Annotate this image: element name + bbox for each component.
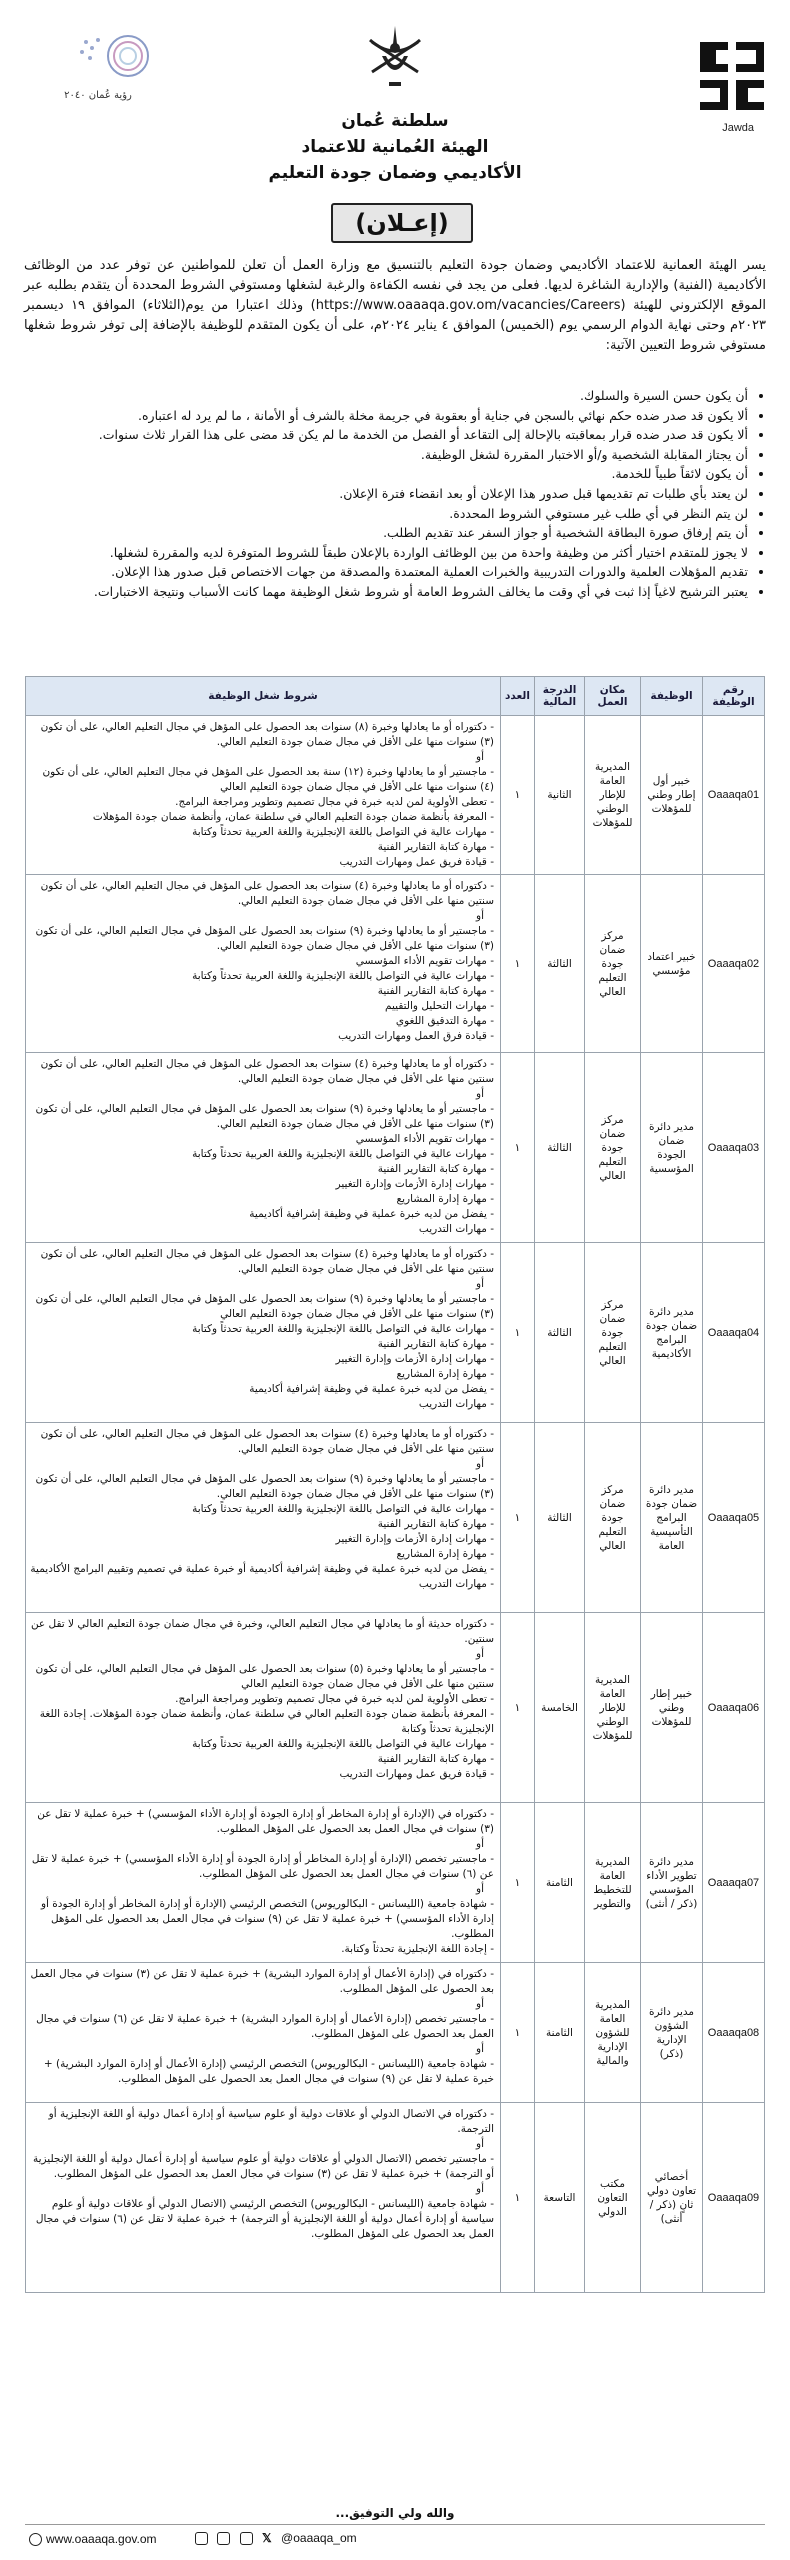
condition-item: • لن يعتد بأي طلبات تم تقديمها قبل صدور هذا الإعلان أو بعد انقضاء فترة الإعلان. — [24, 484, 748, 504]
table-row — [26, 1243, 765, 1423]
requirement-line: أو — [476, 1088, 484, 1100]
requirement-line: - قيادة فريق عمل ومهارات التدريب — [339, 856, 494, 868]
cell-place: مركز ضمان جودة التعليم العالي — [585, 1053, 641, 1243]
table-row — [26, 1963, 765, 2103]
cell-count: ١ — [501, 1803, 535, 1963]
cell-requirements — [26, 1053, 501, 1243]
cell-place: مركز ضمان جودة التعليم العالي — [585, 1423, 641, 1613]
requirement-line: - مهارات تقويم الأداء المؤسسي — [355, 955, 494, 967]
cell-job: مدير دائرة ضمان الجودة المؤسسية — [641, 1053, 703, 1243]
cell-grade: التاسعة — [535, 2103, 585, 2293]
condition-item: • لا يجوز للمتقدم اختيار أكثر من وظيفة واحدة من بين الوظائف الواردة بالإعلان طبقاً للشروط المتوفرة لديه والمقررة لشغلها. — [24, 543, 748, 563]
requirement-line: - شهادة جامعية (الليسانس - البكالوريوس) التخصص الرئيسي (الاتصال الدولي أو علاقات دولية أو علوم سياسية أو إدارة أعمال دولية أو اللغة الإنجليزية أو الترجمة) + خبرة عملية لا تقل عن (٦) سنوات في مجال العمل بعد الحصول على المؤهل المطلوب. — [35, 2198, 494, 2240]
requirement-line: - مهارة التدقيق اللغوي — [395, 1015, 494, 1027]
cell-job: مدير دائرة ضمان جودة البرامج الأكاديمية — [641, 1243, 703, 1423]
requirement-line: - ماجستير أو ما يعادلها وخبرة (١٢) سنة بعد الحصول على المؤهل في مجال التعليم العالي، على أن تكون (٤) سنوات منها على الأقل في مجال ضمان جودة التعليم العالي — [42, 766, 494, 793]
social-handle: @oaaaqa_om — [281, 2531, 357, 2545]
jawda-caption: Jawda — [722, 122, 754, 134]
condition-item: • أن يكون لائقاً طبياً للخدمة. — [24, 464, 748, 484]
cell-job: مدير دائرة ضمان جودة البرامج التأسيسية العامة — [641, 1423, 703, 1613]
cell-requirements — [26, 2103, 501, 2293]
condition-item: • ألا يكون قد صدر ضده حكم نهائي بالسجن في جناية أو بعقوبة في جريمة مخلة بالشرف أو الأمانة ، ما لم يرد له اعتباره. — [24, 406, 748, 426]
requirement-line: - المعرفة بأنظمة ضمان جودة التعليم العالي في سلطنة عمان، وأنظمة ضمان جودة المؤهلات. إجادة اللغة الإنجليزية تحدثاً وكتابة — [39, 1708, 494, 1735]
requirement-line: - مهارات التدريب — [418, 1223, 494, 1235]
requirement-line: - تعطى الأولوية لمن لديه خبرة في مجال تصميم وتطوير ومراجعة البرامج. — [175, 1693, 494, 1705]
requirement-line: - ماجستير أو ما يعادلها وخبرة (٩) سنوات بعد الحصول على المؤهل في مجال التعليم العالي، على أن تكون (٣) سنوات منها على الأقل في مجال ضمان جودة التعليم العالي. — [35, 1473, 494, 1500]
jobs-table — [25, 676, 765, 2293]
conditions-list — [24, 386, 766, 602]
cell-count: ١ — [501, 1053, 535, 1243]
condition-item: • يعتبر الترشيح لاغياً إذا ثبت في أي وقت ما يخالف الشروط العامة أو شروط شغل الوظيفة مهما كانت الأسباب ونتيجة الاختبارات. — [24, 582, 748, 602]
social-links — [195, 2531, 363, 2545]
requirement-line: أو — [476, 1458, 484, 1470]
cell-code: Oaaaqa03 — [703, 1053, 765, 1243]
requirement-line: - مهارات عالية في التواصل باللغة الإنجليزية واللغة العربية تحدثاً وكتابة — [192, 1738, 494, 1750]
requirement-line: - قيادة فرق العمل ومهارات التدريب — [338, 1030, 494, 1042]
cell-grade: الثالثة — [535, 1053, 585, 1243]
instagram-icon[interactable] — [195, 2532, 208, 2545]
condition-item: • لن يتم النظر في أي طلب غير مستوفي الشروط المحددة. — [24, 504, 748, 524]
requirement-line: أو — [476, 1838, 484, 1850]
table-row — [26, 1803, 765, 1963]
cell-grade: الثالثة — [535, 1243, 585, 1423]
announcement-title: (إعـلان) — [331, 203, 473, 243]
x-icon[interactable]: 𝕏 — [262, 2531, 272, 2545]
table-row — [26, 1613, 765, 1803]
cell-count: ١ — [501, 875, 535, 1053]
requirement-line: - مهارات عالية في التواصل باللغة الإنجليزية واللغة العربية تحدثاً وكتابة — [192, 1503, 494, 1515]
cell-requirements — [26, 1423, 501, 1613]
cell-grade: الثامنة — [535, 1963, 585, 2103]
cell-grade: الثامنة — [535, 1803, 585, 1963]
requirement-line: أو — [476, 751, 484, 763]
requirement-line: - مهارات إدارة الأزمات وإدارة التغيير — [335, 1533, 494, 1545]
cell-place: المديرية العامة للتخطيط والتطوير — [585, 1803, 641, 1963]
cell-count: ١ — [501, 1243, 535, 1423]
requirement-line: - مهارة إدارة المشاريع — [396, 1193, 494, 1205]
website-text: www.oaaaqa.gov.om — [46, 2532, 157, 2546]
cell-code: Oaaaqa01 — [703, 716, 765, 875]
cell-count: ١ — [501, 1423, 535, 1613]
requirement-line: - ماجستير أو ما يعادلها وخبرة (٩) سنوات بعد الحصول على المؤهل في مجال التعليم العالي، على أن تكون (٣) سنوات منها على الأقل في مجال ضمان جودة التعليم العالي. — [35, 925, 494, 952]
cell-grade: الثانية — [535, 716, 585, 875]
cell-count: ١ — [501, 1613, 535, 1803]
requirement-line: - مهارات عالية في التواصل باللغة الإنجليزية واللغة العربية تحدثاً وكتابة — [192, 826, 494, 838]
cell-place: مركز ضمان جودة التعليم العالي — [585, 1243, 641, 1423]
globe-icon — [29, 2533, 42, 2546]
requirement-line: أو — [476, 2138, 484, 2150]
requirement-line: - شهادة جامعية (الليسانس - البكالوريوس) التخصص الرئيسي (إدارة الأعمال أو إدارة الموارد البشرية) + خبرة عملية لا تقل عن (٩) سنوات في مجال العمل بعد الحصول على المؤهل المطلوب. — [43, 2058, 494, 2085]
condition-item: • أن يكون حسن السيرة والسلوك. — [24, 386, 748, 406]
cell-grade: الثالثة — [535, 875, 585, 1053]
requirement-line: - مهارة كتابة التقارير الفنية — [377, 841, 494, 853]
requirement-line: - إجادة اللغة الإنجليزية تحدثاً وكتابة. — [341, 1943, 494, 1955]
requirement-line: - دكتوراه في (إدارة الأعمال أو إدارة الموارد البشرية) + خبرة عملية لا تقل عن (٣) سنوات في مجال العمل بعد الحصول على المؤهل المطلوب. — [30, 1968, 494, 1995]
footer — [25, 2524, 765, 2553]
requirement-line: - ماجستير أو ما يعادلها وخبرة (٩) سنوات بعد الحصول على المؤهل في مجال التعليم العالي، على أن تكون (٣) سنوات منها على الأقل في مجال ضمان جودة التعليم العالي — [35, 1293, 494, 1320]
col-header-grade: الدرجة المالية — [535, 677, 585, 716]
cell-requirements — [26, 1963, 501, 2103]
condition-item: • ألا يكون قد صدر ضده قرار بمعاقبته بالإحالة إلى التقاعد أو الفصل من الخدمة ما لم يكن قد مضى على هذا القرار ثلاث سنوات. — [24, 425, 748, 445]
requirement-line: - دكتوراه حديثة أو ما يعادلها في مجال التعليم العالي، وخبرة في مجال ضمان جودة التعليم العالي لا تقل عن سنتين. — [30, 1618, 494, 1645]
table-row — [26, 875, 765, 1053]
cell-job: خبير إطار وطني للمؤهلات — [641, 1613, 703, 1803]
requirement-line: - مهارة كتابة التقارير الفنية — [377, 985, 494, 997]
requirement-line: - مهارات التدريب — [418, 1578, 494, 1590]
cell-code: Oaaaqa06 — [703, 1613, 765, 1803]
cell-place: المديرية العامة للإطار الوطني للمؤهلات — [585, 716, 641, 875]
cell-job: مدير دائرة تطوير الأداء المؤسسي (ذكر / أنثى) — [641, 1803, 703, 1963]
table-row — [26, 1053, 765, 1243]
cell-place: مكتب التعاون الدولي — [585, 2103, 641, 2293]
requirement-line: أو — [476, 910, 484, 922]
requirement-line: - ماجستير أو ما يعادلها وخبرة (٥) سنوات بعد الحصول على المؤهل في مجال التعليم العالي، على أن تكون سنتين منها على الأقل في مجال ضمان جودة التعليم العالي — [35, 1663, 494, 1690]
cell-code: Oaaaqa07 — [703, 1803, 765, 1963]
requirement-line: أو — [476, 1278, 484, 1290]
vision-caption: رؤية عُمان ٢٠٤٠ — [64, 90, 132, 101]
cell-job: أخصائي تعاون دولي ثانٍ (ذكر / أنثى) — [641, 2103, 703, 2293]
requirement-line: - مهارة كتابة التقارير الفنية — [377, 1163, 494, 1175]
requirement-line: أو — [476, 2043, 484, 2055]
cell-code: Oaaaqa05 — [703, 1423, 765, 1613]
requirement-line: أو — [476, 1883, 484, 1895]
requirement-line: - ماجستير تخصص (إدارة الأعمال أو إدارة الموارد البشرية) + خبرة عملية لا تقل عن (٦) سنوات في مجال العمل بعد الحصول على المؤهل المطلوب. — [36, 2013, 494, 2040]
cell-job: خبير اعتماد مؤسسي — [641, 875, 703, 1053]
requirement-line: - دكتوراه أو ما يعادلها وخبرة (٨) سنوات بعد الحصول على المؤهل في مجال التعليم العالي، على أن تكون (٣) سنوات منها على الأقل في مجال ضمان جودة التعليم العالي. — [40, 721, 494, 748]
closing-text: والله ولي التوفيق... — [335, 2506, 455, 2520]
cell-count: ١ — [501, 1963, 535, 2103]
requirement-line: - تعطى الأولوية لمن لديه خبرة في مجال تصميم وتطوير ومراجعة البرامج. — [175, 796, 494, 808]
linkedin-icon[interactable] — [240, 2532, 253, 2545]
oman-vision-logo — [38, 30, 168, 110]
requirement-line: أو — [476, 2183, 484, 2195]
cell-place: مركز ضمان جودة التعليم العالي — [585, 875, 641, 1053]
col-header-code: رقم الوظيفة — [703, 677, 765, 716]
col-header-job: الوظيفة — [641, 677, 703, 716]
cell-code: Oaaaqa04 — [703, 1243, 765, 1423]
cell-requirements — [26, 875, 501, 1053]
intro-paragraph: يسر الهيئة العمانية للاعتماد الأكاديمي وضمان جودة التعليم بالتنسيق مع وزارة العمل أن تعلن للمواطنين عن توفر عدد من الوظائف الأكاديمية (الفنية) والإدارية الشاغرة لديها. فعلى من يجد في نفسه الكفاءة والرغبة لشغلها ومستوفي الشروط المحددة أن يتقدم بطلبه عبر الموقع الإلكتروني للهيئة (https://www.oaaaqa.gov.om/vacancies/Careers) وذلك اعتبارا من يوم(الثلاثاء) الموافق ١٩ ديسمبر ٢٠٢٣م وحتى نهاية الدوام الرسمي يوم (الخميس) الموافق ٤ يناير ٢٠٢٤م، على أن يكون المتقدم للوظيفة بالإضافة إلى توفر شروط شغلها مستوفي شروط التعيين الآتية: — [24, 258, 767, 353]
requirement-line: - دكتوراه في الاتصال الدولي أو علاقات دولية أو علوم سياسية أو إدارة أعمال دولية أو اللغة الإنجليزية أو الترجمة. — [48, 2108, 494, 2135]
requirement-line: - مهارة كتابة التقارير الفنية — [377, 1753, 494, 1765]
website[interactable] — [29, 2532, 157, 2546]
cell-code: Oaaaqa09 — [703, 2103, 765, 2293]
header — [0, 0, 790, 200]
requirement-line: - مهارة إدارة المشاريع — [396, 1368, 494, 1380]
requirement-line: - مهارة إدارة المشاريع — [396, 1548, 494, 1560]
col-header-requirements: شروط شغل الوظيفة — [26, 677, 501, 716]
requirement-line: - يفضل من لديه خبرة عملية في وظيفة إشرافية أكاديمية أو خبرة عملية في تصميم وتقييم البرامج الأكاديمية — [30, 1563, 494, 1575]
cell-place: المديرية العامة للشؤون الإدارية والمالية — [585, 1963, 641, 2103]
oman-emblem — [360, 22, 430, 90]
requirement-line: - شهادة جامعية (الليسانس - البكالوريوس) التخصص الرئيسي (الإدارة أو إدارة المخاطر أو إدارة الجودة أو إدارة الأداء المؤسسي) + خبرة عملية لا تقل عن (٩) سنوات في مجال العمل بعد الحصول على المؤهل المطلوب. — [40, 1898, 494, 1940]
requirement-line: - ماجستير تخصص (الإدارة أو إدارة المخاطر أو إدارة الجودة أو إدارة الأداء المؤسسي) + خبرة عملية لا تقل عن (٦) سنوات في مجال العمل بعد الحصول على المؤهل المطلوب. — [31, 1853, 494, 1880]
col-header-count: العدد — [501, 677, 535, 716]
requirement-line: - مهارات التحليل والتقييم — [385, 1000, 494, 1012]
requirement-line: - مهارة كتابة التقارير الفنية — [377, 1338, 494, 1350]
requirement-line: - مهارات التدريب — [418, 1398, 494, 1410]
cell-job: مدير دائرة الشؤون الإدارية (ذكر) — [641, 1963, 703, 2103]
requirement-line: - يفضل من لديه خبرة عملية في وظيفة إشرافية أكاديمية — [249, 1208, 494, 1220]
requirement-line: - ماجستير أو ما يعادلها وخبرة (٩) سنوات بعد الحصول على المؤهل في مجال التعليم العالي، على أن تكون (٣) سنوات منها على الأقل في مجال ضمان جودة التعليم العالي. — [35, 1103, 494, 1130]
requirement-line: - ماجستير تخصص (الاتصال الدولي أو علاقات دولية أو علوم سياسية أو إدارة أعمال دولية أو اللغة الإنجليزية أو الترجمة) + خبرة عملية لا تقل عن (٣) سنوات في مجال العمل بعد الحصول على المؤهل المطلوب. — [32, 2153, 494, 2180]
condition-item: • تقديم المؤهلات العلمية والدورات التدريبية والخبرات العملية المعتمدة والمصدقة من جهات الاختصاص قبل صدور هذا الإعلان. — [24, 562, 748, 582]
requirement-line: - دكتوراه في (الإدارة أو إدارة المخاطر أو إدارة الجودة أو إدارة الأداء المؤسسي) + خبرة عملية لا تقل عن (٣) سنوات في مجال العمل بعد الحصول على المؤهل المطلوب. — [37, 1808, 494, 1835]
cell-count: ١ — [501, 2103, 535, 2293]
cell-code: Oaaaqa02 — [703, 875, 765, 1053]
cell-requirements — [26, 716, 501, 875]
requirement-line: - قيادة فريق عمل ومهارات التدريب — [339, 1768, 494, 1780]
cell-requirements — [26, 1803, 501, 1963]
cell-requirements — [26, 1613, 501, 1803]
cell-grade: الثالثة — [535, 1423, 585, 1613]
cell-place: المديرية العامة للإطار الوطني للمؤهلات — [585, 1613, 641, 1803]
requirement-line: أو — [476, 1998, 484, 2010]
requirement-line: - مهارات إدارة الأزمات وإدارة التغيير — [335, 1178, 494, 1190]
subauthority-title: الأكاديمي وضمان جودة التعليم — [268, 163, 522, 183]
col-header-place: مكان العمل — [585, 677, 641, 716]
requirement-line: - دكتوراه أو ما يعادلها وخبرة (٤) سنوات بعد الحصول على المؤهل في مجال التعليم العالي، على أن تكون سنتين منها على الأقل في مجال ضمان جودة التعليم العالي. — [40, 1248, 494, 1275]
requirement-line: - يفضل من لديه خبرة عملية في وظيفة إشرافية أكاديمية — [249, 1383, 494, 1395]
requirement-line: أو — [476, 1648, 484, 1660]
requirement-line: - مهارات تقويم الأداء المؤسسي — [355, 1133, 494, 1145]
cell-count: ١ — [501, 716, 535, 875]
country-title: سلطنة عُمان — [341, 111, 449, 131]
cell-code: Oaaaqa08 — [703, 1963, 765, 2103]
youtube-icon[interactable] — [217, 2532, 230, 2545]
cell-job: خبير أول إطار وطني للمؤهلات — [641, 716, 703, 875]
table-header-row — [26, 677, 765, 716]
requirement-line: - دكتوراه أو ما يعادلها وخبرة (٤) سنوات بعد الحصول على المؤهل في مجال التعليم العالي، على أن تكون سنتين منها على الأقل في مجال ضمان جودة التعليم العالي. — [40, 1058, 494, 1085]
requirement-line: - المعرفة بأنظمة ضمان جودة التعليم العالي في سلطنة عمان، وأنظمة ضمان جودة المؤهلات — [92, 811, 494, 823]
requirement-line: - دكتوراه أو ما يعادلها وخبرة (٤) سنوات بعد الحصول على المؤهل في مجال التعليم العالي، على أن تكون سنتين منها على الأقل في مجال ضمان جودة التعليم العالي. — [40, 880, 494, 907]
requirement-line: - دكتوراه أو ما يعادلها وخبرة (٤) سنوات بعد الحصول على المؤهل في مجال التعليم العالي، على أن تكون سنتين منها على الأقل في مجال ضمان جودة التعليم العالي. — [40, 1428, 494, 1455]
cell-requirements — [26, 1243, 501, 1423]
requirement-line: - مهارات عالية في التواصل باللغة الإنجليزية واللغة العربية تحدثاً وكتابة — [192, 970, 494, 982]
cell-grade: الخامسة — [535, 1613, 585, 1803]
requirement-line: - مهارة كتابة التقارير الفنية — [377, 1518, 494, 1530]
requirement-line: - مهارات عالية في التواصل باللغة الإنجليزية واللغة العربية تحدثاً وكتابة — [192, 1323, 494, 1335]
condition-item: • أن يتم إرفاق صورة البطاقة الشخصية أو جواز السفر عند تقديم الطلب. — [24, 523, 748, 543]
condition-item: • أن يجتاز المقابلة الشخصية و/أو الاختبار المقررة لشغل الوظيفة. — [24, 445, 748, 465]
authority-title: الهيئة العُمانية للاعتماد — [301, 137, 489, 157]
table-row — [26, 1423, 765, 1613]
requirement-line: - مهارات عالية في التواصل باللغة الإنجليزية واللغة العربية تحدثاً وكتابة — [192, 1148, 494, 1160]
table-row — [26, 2103, 765, 2293]
requirement-line: - مهارات إدارة الأزمات وإدارة التغيير — [335, 1353, 494, 1365]
table-row — [26, 716, 765, 875]
